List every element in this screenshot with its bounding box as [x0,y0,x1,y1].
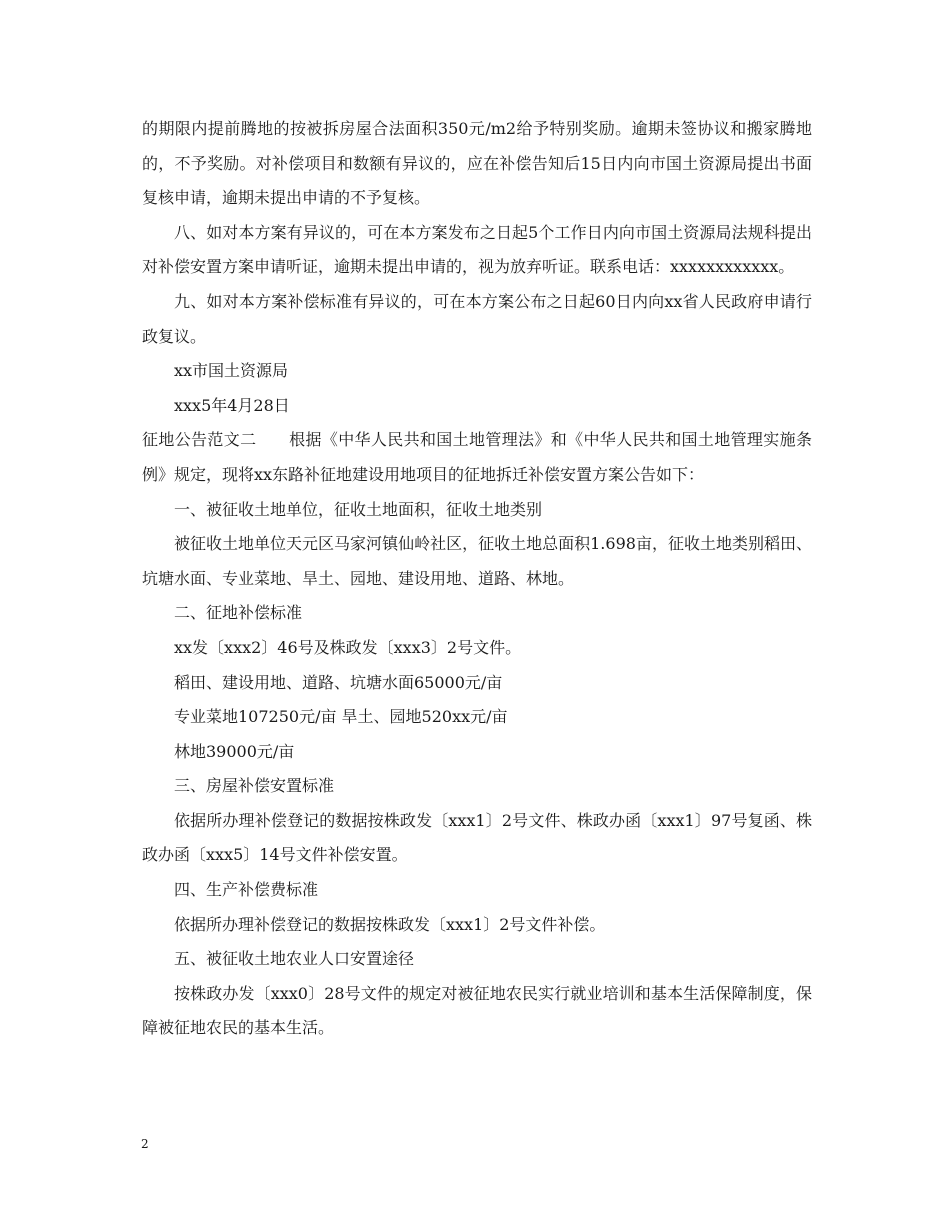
section-heading: 四、生产补偿费标准 [174,880,319,900]
paragraph: 按株政办发〔xxx0〕28号文件的规定对被征地农民实行就业培训和基本生活保障制度，保障被征地农民的基本生活。 [142,983,812,1038]
section-heading: 五、被征收土地农业人口安置途径 [174,949,415,969]
paragraph: 征地公告范文二 根据《中华人民共和国土地管理法》和《中华人民共和国土地管理实施条例》规定，现将xx东路补征地建设用地项目的征地拆迁补偿安置方案公告如下： [142,430,812,484]
paragraph: 九、如对本方案补偿标准有异议的，可在本方案公布之日起60日内向xx省人民政府申请行政复议。 [142,291,812,346]
paragraph: 八、如对本方案有异议的，可在本方案发布之日起5个工作日内向市国土资源局法规科提出对补偿安置方案申请听证，逾期未提出申请的，视为放弃听证。联系电话：xxxxxxxxxxxx。 [142,222,812,277]
paragraph: 林地39000元/亩 [174,741,295,761]
document-body [142,112,812,1046]
page-number: 2 [141,1137,149,1151]
section-heading: 一、被征收土地单位，征收土地面积，征收土地类别 [174,499,543,519]
paragraph: 稻田、建设用地、道路、坑塘水面65000元/亩 [174,672,503,692]
section-heading: 三、房屋补偿安置标准 [174,776,335,796]
paragraph: 依据所办理补偿登记的数据按株政发〔xxx1〕2号文件补偿。 [174,914,606,934]
issuer-name: xx市国土资源局 [174,361,289,381]
paragraph: 被征收土地单位天元区马家河镇仙岭社区，征收土地总面积1.698亩，征收土地类别稻田、坑塘水面、专业菜地、旱土、园地、建设用地、道路、林地。 [142,534,812,588]
section-heading: 二、征地补偿标准 [174,603,303,623]
issue-date: xxx5年4月28日 [174,395,290,415]
paragraph: 的期限内提前腾地的按被拆房屋合法面积350元/m2给予特别奖励。逾期未签协议和搬家腾地的，不予奖励。对补偿项目和数额有异议的，应在补偿告知后15日内向市国土资源局提出书面复核申请，逾期未提出申请的不予复核。 [142,119,812,208]
paragraph: xx发〔xxx2〕46号及株政发〔xxx3〕2号文件。 [174,637,522,657]
paragraph: 专业菜地107250元/亩 旱土、园地520xx元/亩 [174,707,508,727]
paragraph: 依据所办理补偿登记的数据按株政发〔xxx1〕2号文件、株政办函〔xxx1〕97号复函、株政办函〔xxx5〕14号文件补偿安置。 [142,810,812,865]
